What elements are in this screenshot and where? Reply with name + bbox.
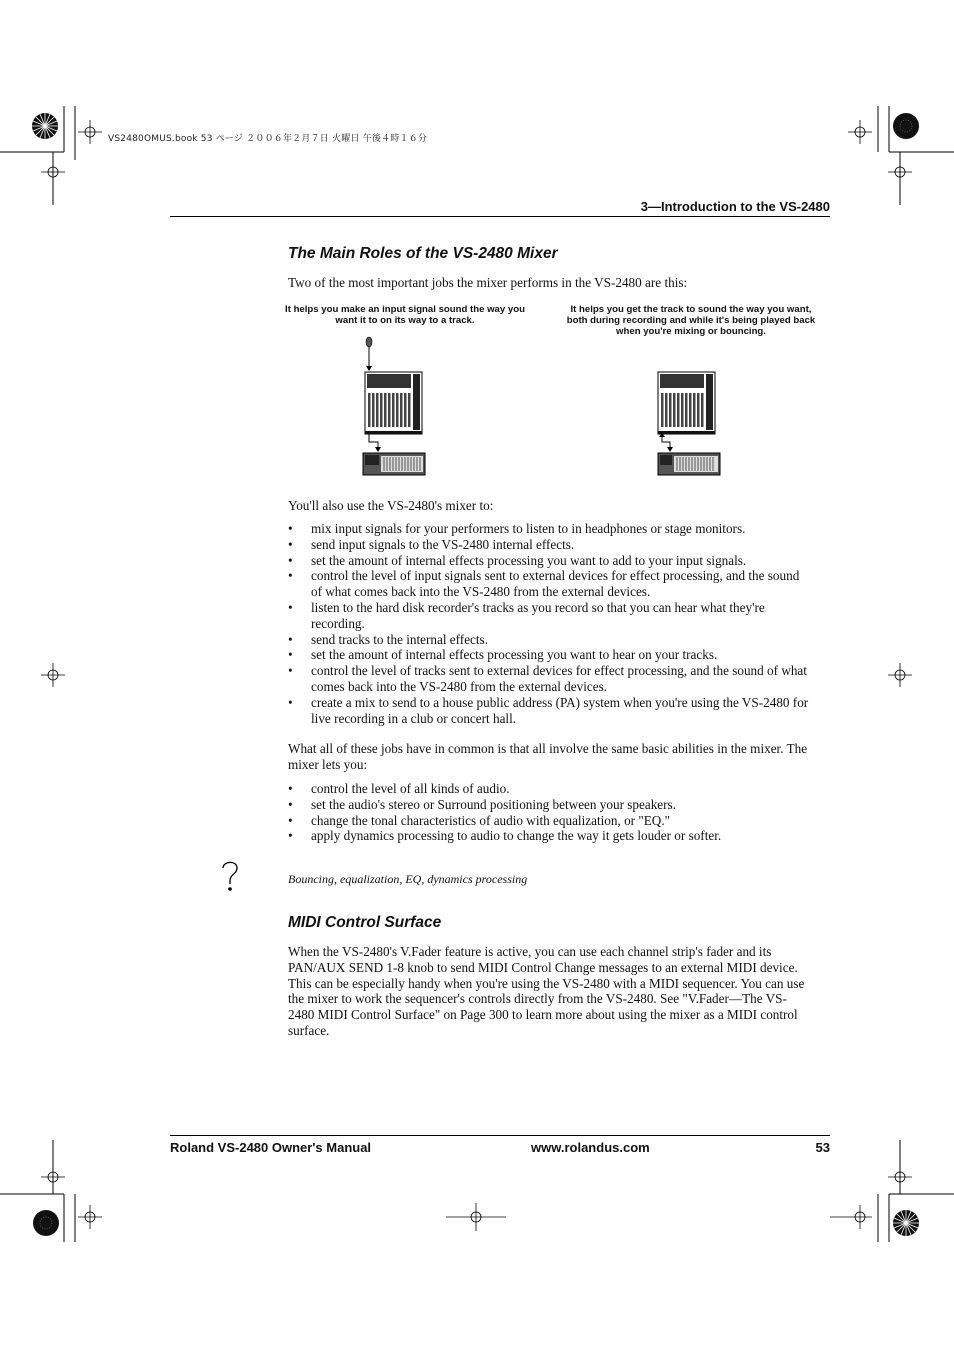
- mixer-input-illustration: [355, 336, 435, 481]
- list-item: • change the tonal characteristics of audio with equalization, or "EQ.": [288, 813, 813, 829]
- list-item: • set the amount of internal effects processing you want to hear on your tracks.: [288, 647, 813, 663]
- page-number: 53: [815, 1140, 830, 1155]
- list-item: • set the amount of internal effects processing you want to add to your input signals.: [288, 553, 813, 569]
- question-mark-icon: [218, 858, 242, 894]
- microphone-icon: [366, 337, 372, 371]
- mixer-track-illustration: [650, 336, 730, 481]
- mixer-console-icon: [658, 372, 715, 434]
- list-item: • send input signals to the VS-2480 internal effects.: [288, 537, 813, 553]
- print-info: VS2480OMUS.book 53 ページ ２００６年２月７日 火曜日 午後４時１６分: [108, 134, 428, 144]
- caption-input-signal: It helps you make an input signal sound the way you want it to on its way to a track.: [285, 304, 525, 326]
- list-item: • create a mix to send to a house public address (PA) system when you're using the VS-2480 for live recording in a club or concert hall.: [288, 695, 813, 727]
- caption-track-sound: It helps you get the track to sound the way you want, both during recording and while it's being played back when you're mixing or bouncing.: [566, 304, 816, 337]
- section-heading-midi-control: MIDI Control Surface: [288, 914, 442, 931]
- list-item: • send tracks to the internal effects.: [288, 632, 813, 648]
- list-item: • apply dynamics processing to audio to change the way it gets louder or softer.: [288, 828, 813, 844]
- also-text: You'll also use the VS-2480's mixer to:: [288, 498, 494, 513]
- list-item: • control the level of input signals sent to external devices for effect processing, and the sound of what comes back into the VS-2480 from the external devices.: [288, 568, 813, 600]
- footer-rule: [170, 1135, 830, 1136]
- mixer-console-icon: [365, 372, 422, 434]
- header-rule: [170, 216, 830, 217]
- footer-manual-title: Roland VS-2480 Owner's Manual: [170, 1140, 372, 1155]
- common-text: What all of these jobs have in common is that all involve the same basic abilities in the mixer. The mixer lets you:: [288, 741, 808, 772]
- chapter-title: 3—Introduction to the VS-2480: [640, 199, 830, 214]
- list-item: • listen to the hard disk recorder's tracks as you record so that you can hear what they're recording.: [288, 600, 813, 632]
- list-item: • control the level of all kinds of audio.: [288, 781, 813, 797]
- mixer-abilities-list: [288, 781, 813, 844]
- midi-control-body: When the VS-2480's V.Fader feature is active, you can use each channel strip's fader and its PAN/AUX SEND 1-8 knob to send MIDI Control Change messages to an external MIDI device. This can be especially handy when you're using the VS-2480 with a MIDI sequencer. You can use the mixer to work the sequencer's controls directly from the VS-2480. See "V.Fader—The VS-2480 MIDI Control Surface" on Page 300 to learn more about using the mixer as a MIDI control surface.: [288, 944, 805, 1038]
- mixer-uses-list: [288, 521, 813, 726]
- list-item: • set the audio's stereo or Surround positioning between your speakers.: [288, 797, 813, 813]
- glossary-note: Bouncing, equalization, EQ, dynamics processing: [288, 872, 528, 886]
- recorder-icon: [658, 453, 720, 475]
- list-item: • mix input signals for your performers to listen to in headphones or stage monitors.: [288, 521, 813, 537]
- section-heading-main-roles: The Main Roles of the VS-2480 Mixer: [288, 245, 558, 262]
- intro-text: Two of the most important jobs the mixer performs in the VS-2480 are this:: [288, 275, 688, 290]
- recorder-icon: [363, 453, 425, 475]
- list-item: • control the level of tracks sent to external devices for effect processing, and the sound of what comes back into the VS-2480 from the external devices.: [288, 663, 813, 695]
- footer-website: www.rolandus.com: [531, 1140, 650, 1155]
